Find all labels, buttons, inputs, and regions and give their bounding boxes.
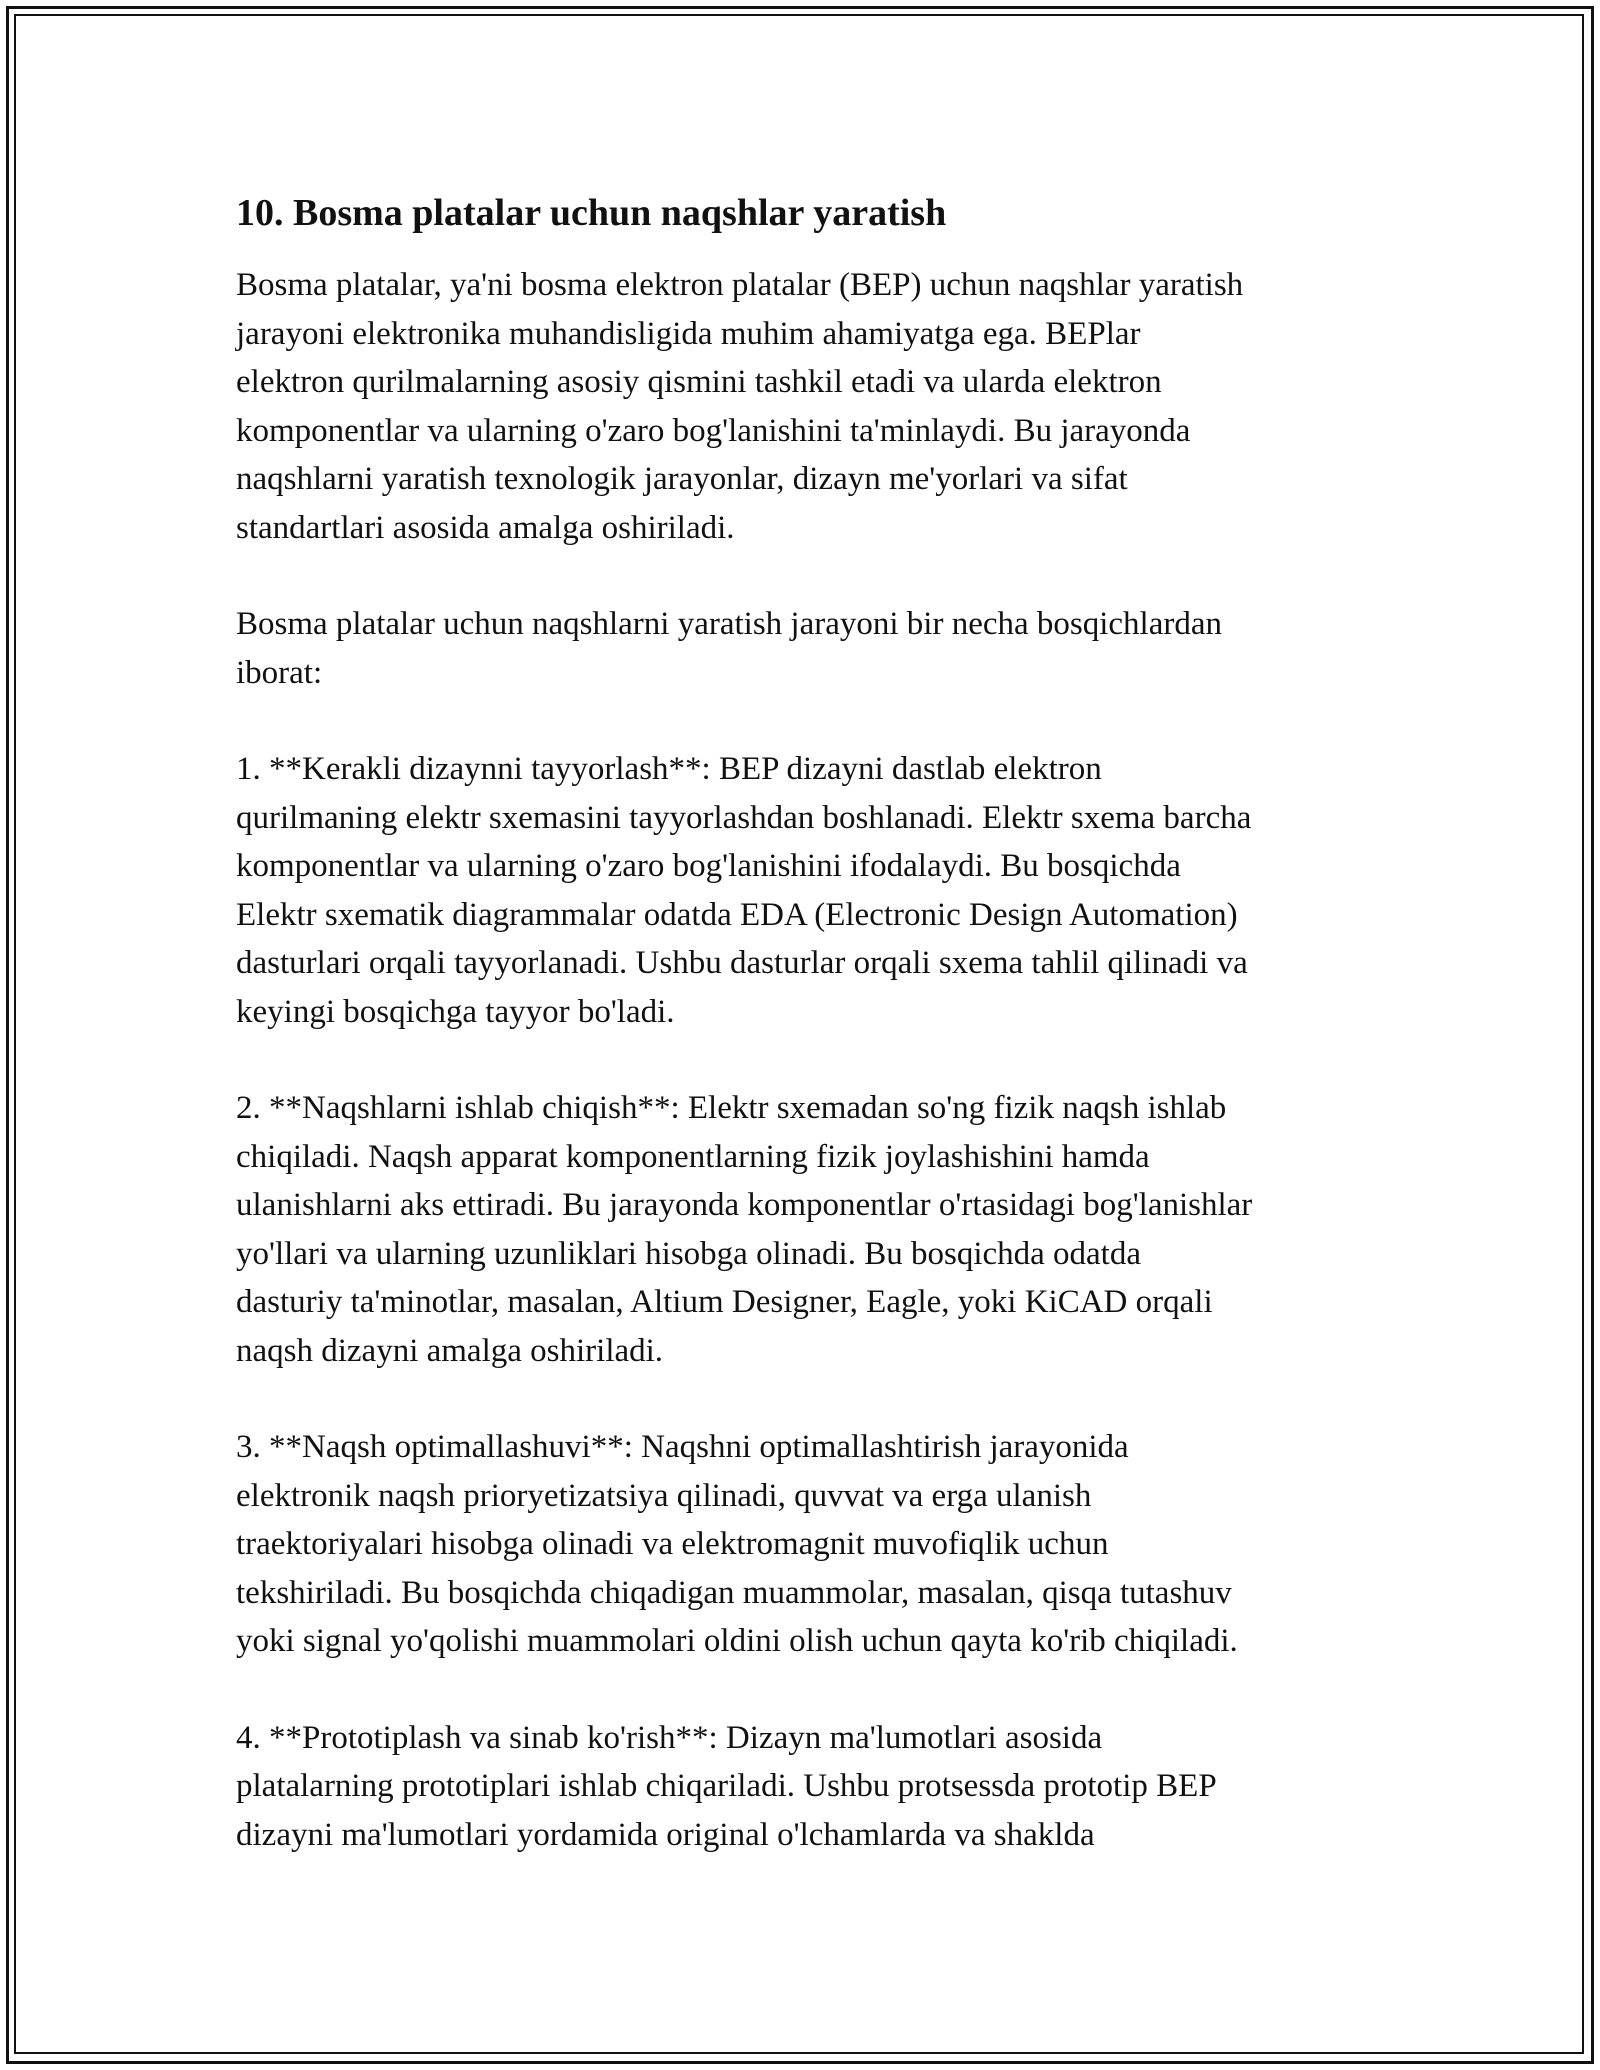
text-line: elektronik naqsh prioryetizatsiya qilinadi, quvvat va erga ulanish [236,1477,1092,1514]
text-line: 1. **Kerakli dizaynni tayyorlash**: BEP dizayni dastlab elektron [236,751,1102,787]
text-line: 2. **Naqshlarni ishlab chiqish**: Elektr sxemadan so'ng fizik naqsh ishlab [236,1090,1227,1126]
text-line: komponentlar va ularning o'zaro bog'lanishini ifodalaydi. Bu bosqichda [236,848,1181,884]
text-line: dasturiy ta'minotlar, masalan, Altium Designer, Eagle, yoki KiCAD orqali [236,1284,1213,1320]
text-line: Bosma platalar, ya'ni bosma elektron platalar (BEP) uchun naqshlar yaratish [236,267,1244,303]
text-line: jarayoni elektronika muhandisligida muhim ahamiyatga ega. BEPlar [236,315,1141,352]
paragraph-step-3 [236,1423,1386,1666]
text-line: komponentlar va ularning o'zaro bog'lanishini ta'minlaydi. Bu jarayonda [236,412,1191,449]
text-line: ulanishlarni aks ettiradi. Bu jarayonda komponentlar o'rtasidagi bog'lanishlar [236,1187,1253,1223]
text-line: Elektr sxematik diagrammalar odatda EDA (Electronic Design Automation) [236,896,1238,933]
paragraph-step-1 [236,745,1386,1036]
section-title: 10. Bosma platalar uchun naqshlar yaratish [236,192,947,234]
document-body [236,187,1386,1907]
text-line: tekshiriladi. Bu bosqichda chiqadigan muammolar, masalan, qisqa tutashuv [236,1574,1232,1611]
text-line: yo'llari va ularning uzunliklari hisobga olinadi. Bu bosqichda odatda [236,1235,1142,1272]
text-line: dasturlari orqali tayyorlanadi. Ushbu dasturlar orqali sxema tahlil qilinadi va [236,945,1248,981]
text-line: iborat: [236,654,323,691]
paragraph-intro [236,261,1386,552]
text-line: 3. **Naqsh optimallashuvi**: Naqshni optimallashtirish jarayonida [236,1429,1129,1465]
text-line: traektoriyalari hisobga olinadi va elektromagnit muvofiqlik uchun [236,1526,1109,1562]
paragraph-step-4 [236,1714,1386,1860]
paragraph-stages-intro [236,600,1386,697]
text-line: elektron qurilmalarning asosiy qismini tashkil etadi va ularda elektron [236,364,1162,400]
text-line: standartlari asosida amalga oshiriladi. [236,509,735,546]
text-line: dizayni ma'lumotlari yordamida original o'lchamlarda va shaklda [236,1816,1095,1853]
paragraph-step-2 [236,1084,1386,1375]
text-line: chiqiladi. Naqsh apparat komponentlarning fizik joylashishini hamda [236,1138,1150,1175]
text-line: naqshlarni yaratish texnologik jarayonlar, dizayn me'yorlari va sifat [236,461,1128,497]
text-line: platalarning prototiplari ishlab chiqariladi. Ushbu protsessda prototip BEP [236,1768,1217,1804]
text-line: yoki signal yo'qolishi muammolari oldini olish uchun qayta ko'rib chiqiladi. [236,1623,1238,1659]
text-line: Bosma platalar uchun naqshlarni yaratish jarayoni bir necha bosqichlardan [236,606,1223,642]
text-line: 4. **Prototiplash va sinab ko'rish**: Dizayn ma'lumotlari asosida [236,1719,1103,1756]
text-line: qurilmaning elektr sxemasini tayyorlashdan boshlanadi. Elektr sxema barcha [236,799,1252,836]
text-line: keyingi bosqichga tayyor bo'ladi. [236,993,675,1030]
text-line: naqsh dizayni amalga oshiriladi. [236,1332,664,1369]
